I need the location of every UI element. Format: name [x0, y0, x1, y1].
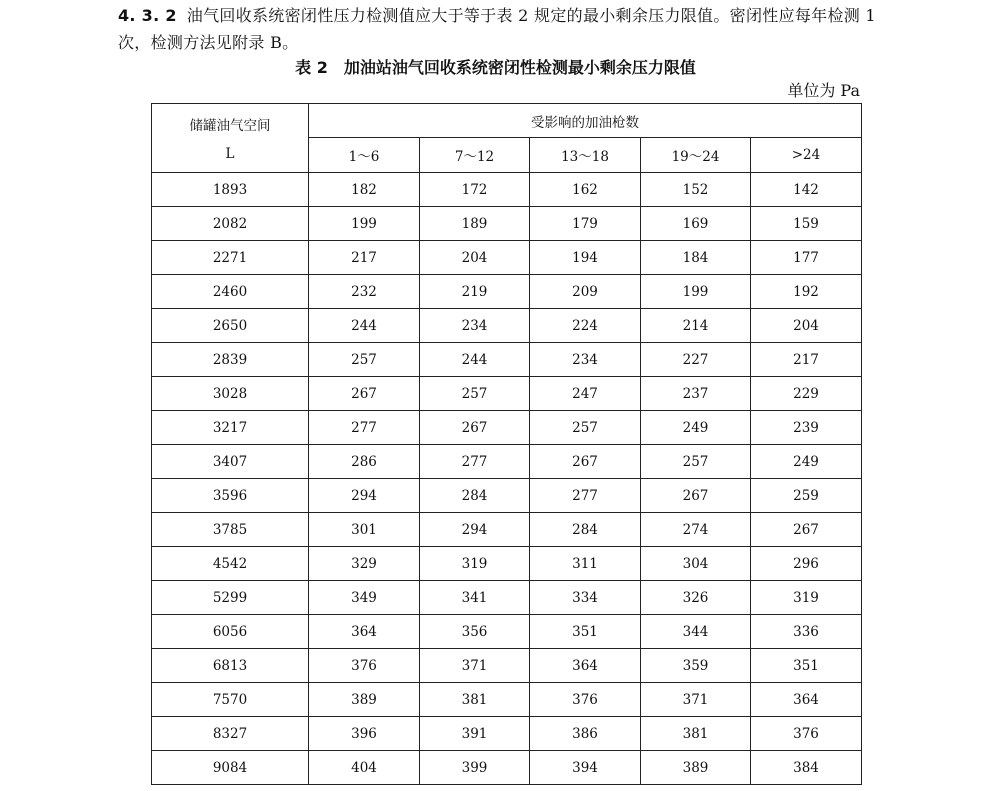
- value-cell: 274: [641, 513, 751, 547]
- value-cell: 376: [751, 717, 862, 751]
- value-cell: 267: [641, 479, 751, 513]
- clause-text: 油气回收系统密闭性压力检测值应大于等于表 2 规定的最小剩余压力限值。密闭性应每年检测 1 次，检测方法见附录 B。: [118, 6, 876, 52]
- space-cell: 9084: [152, 751, 309, 785]
- pressure-limit-table: [151, 103, 862, 785]
- value-cell: 204: [420, 241, 530, 275]
- space-cell: 4542: [152, 547, 309, 581]
- value-cell: 376: [309, 649, 420, 683]
- value-cell: 224: [530, 309, 641, 343]
- value-cell: 284: [530, 513, 641, 547]
- space-cell: 8327: [152, 717, 309, 751]
- value-cell: 381: [420, 683, 530, 717]
- space-cell: 2839: [152, 343, 309, 377]
- value-cell: 349: [309, 581, 420, 615]
- clause-paragraph: [118, 2, 908, 56]
- value-cell: 234: [530, 343, 641, 377]
- table-row: [152, 275, 862, 309]
- table-row: [152, 751, 862, 785]
- value-cell: 386: [530, 717, 641, 751]
- value-cell: 162: [530, 173, 641, 207]
- row-header-unit: L: [225, 146, 235, 162]
- value-cell: 259: [751, 479, 862, 513]
- table-row: [152, 479, 862, 513]
- value-cell: 267: [751, 513, 862, 547]
- value-cell: 199: [309, 207, 420, 241]
- value-cell: 204: [751, 309, 862, 343]
- value-cell: 244: [420, 343, 530, 377]
- value-cell: 336: [751, 615, 862, 649]
- column-header: 1～6: [309, 138, 420, 173]
- value-cell: 152: [641, 173, 751, 207]
- space-cell: 1893: [152, 173, 309, 207]
- value-cell: 371: [641, 683, 751, 717]
- value-cell: 217: [751, 343, 862, 377]
- value-cell: 237: [641, 377, 751, 411]
- space-cell: 2271: [152, 241, 309, 275]
- value-cell: 344: [641, 615, 751, 649]
- value-cell: 182: [309, 173, 420, 207]
- table-row: [152, 581, 862, 615]
- value-cell: 219: [420, 275, 530, 309]
- value-cell: 371: [420, 649, 530, 683]
- space-cell: 3028: [152, 377, 309, 411]
- value-cell: 249: [641, 411, 751, 445]
- value-cell: 356: [420, 615, 530, 649]
- value-cell: 341: [420, 581, 530, 615]
- value-cell: 376: [530, 683, 641, 717]
- value-cell: 257: [530, 411, 641, 445]
- value-cell: 169: [641, 207, 751, 241]
- value-cell: 257: [641, 445, 751, 479]
- clause-number: 4. 3. 2: [118, 6, 177, 25]
- table-row: [152, 241, 862, 275]
- table-row: [152, 445, 862, 479]
- value-cell: 247: [530, 377, 641, 411]
- value-cell: 239: [751, 411, 862, 445]
- value-cell: 364: [309, 615, 420, 649]
- value-cell: 301: [309, 513, 420, 547]
- value-cell: 296: [751, 547, 862, 581]
- column-header: 7～12: [420, 138, 530, 173]
- value-cell: 179: [530, 207, 641, 241]
- value-cell: 267: [420, 411, 530, 445]
- value-cell: 319: [751, 581, 862, 615]
- value-cell: 249: [751, 445, 862, 479]
- table-row: [152, 717, 862, 751]
- value-cell: 399: [420, 751, 530, 785]
- value-cell: 209: [530, 275, 641, 309]
- value-cell: 294: [309, 479, 420, 513]
- value-cell: 277: [530, 479, 641, 513]
- space-cell: 3785: [152, 513, 309, 547]
- table-row: [152, 207, 862, 241]
- value-cell: 189: [420, 207, 530, 241]
- value-cell: 159: [751, 207, 862, 241]
- space-cell: 2082: [152, 207, 309, 241]
- table-caption: [0, 57, 991, 79]
- header-row-group: [152, 104, 862, 138]
- value-cell: 257: [309, 343, 420, 377]
- column-header: 19～24: [641, 138, 751, 173]
- value-cell: 389: [309, 683, 420, 717]
- group-header: 受影响的加油枪数: [309, 104, 862, 138]
- value-cell: 404: [309, 751, 420, 785]
- table-row: [152, 173, 862, 207]
- value-cell: 184: [641, 241, 751, 275]
- value-cell: 229: [751, 377, 862, 411]
- value-cell: 286: [309, 445, 420, 479]
- value-cell: 396: [309, 717, 420, 751]
- value-cell: 232: [309, 275, 420, 309]
- table-row: [152, 411, 862, 445]
- value-cell: 257: [420, 377, 530, 411]
- table-row: [152, 615, 862, 649]
- table-title: 加油站油气回收系统密闭性检测最小剩余压力限值: [343, 58, 696, 77]
- value-cell: 217: [309, 241, 420, 275]
- value-cell: 311: [530, 547, 641, 581]
- value-cell: 267: [530, 445, 641, 479]
- space-cell: 6813: [152, 649, 309, 683]
- space-cell: 3217: [152, 411, 309, 445]
- value-cell: 192: [751, 275, 862, 309]
- table-row: [152, 683, 862, 717]
- table-body: [152, 173, 862, 785]
- space-cell: 6056: [152, 615, 309, 649]
- space-cell: 3407: [152, 445, 309, 479]
- value-cell: 227: [641, 343, 751, 377]
- value-cell: 284: [420, 479, 530, 513]
- value-cell: 194: [530, 241, 641, 275]
- value-cell: 389: [641, 751, 751, 785]
- space-cell: 2460: [152, 275, 309, 309]
- table-row: [152, 377, 862, 411]
- value-cell: 391: [420, 717, 530, 751]
- value-cell: 364: [751, 683, 862, 717]
- value-cell: 294: [420, 513, 530, 547]
- table-row: [152, 343, 862, 377]
- value-cell: 214: [641, 309, 751, 343]
- column-header: >24: [751, 138, 862, 173]
- value-cell: 351: [530, 615, 641, 649]
- value-cell: 177: [751, 241, 862, 275]
- space-cell: 7570: [152, 683, 309, 717]
- value-cell: 329: [309, 547, 420, 581]
- value-cell: 384: [751, 751, 862, 785]
- value-cell: 142: [751, 173, 862, 207]
- value-cell: 381: [641, 717, 751, 751]
- unit-note: 单位为 Pa: [787, 81, 860, 100]
- value-cell: 394: [530, 751, 641, 785]
- row-header-cell: [152, 104, 309, 173]
- value-cell: 364: [530, 649, 641, 683]
- value-cell: 359: [641, 649, 751, 683]
- value-cell: 277: [420, 445, 530, 479]
- value-cell: 351: [751, 649, 862, 683]
- space-cell: 5299: [152, 581, 309, 615]
- value-cell: 304: [641, 547, 751, 581]
- value-cell: 334: [530, 581, 641, 615]
- value-cell: 244: [309, 309, 420, 343]
- table-row: [152, 309, 862, 343]
- column-header: 13～18: [530, 138, 641, 173]
- value-cell: 199: [641, 275, 751, 309]
- value-cell: 234: [420, 309, 530, 343]
- table-row: [152, 513, 862, 547]
- value-cell: 319: [420, 547, 530, 581]
- table-row: [152, 649, 862, 683]
- space-cell: 2650: [152, 309, 309, 343]
- table-number: 表 2: [295, 58, 328, 77]
- value-cell: 172: [420, 173, 530, 207]
- row-header-label: 储罐油气空间: [189, 118, 271, 134]
- table-row: [152, 547, 862, 581]
- space-cell: 3596: [152, 479, 309, 513]
- value-cell: 267: [309, 377, 420, 411]
- value-cell: 326: [641, 581, 751, 615]
- value-cell: 277: [309, 411, 420, 445]
